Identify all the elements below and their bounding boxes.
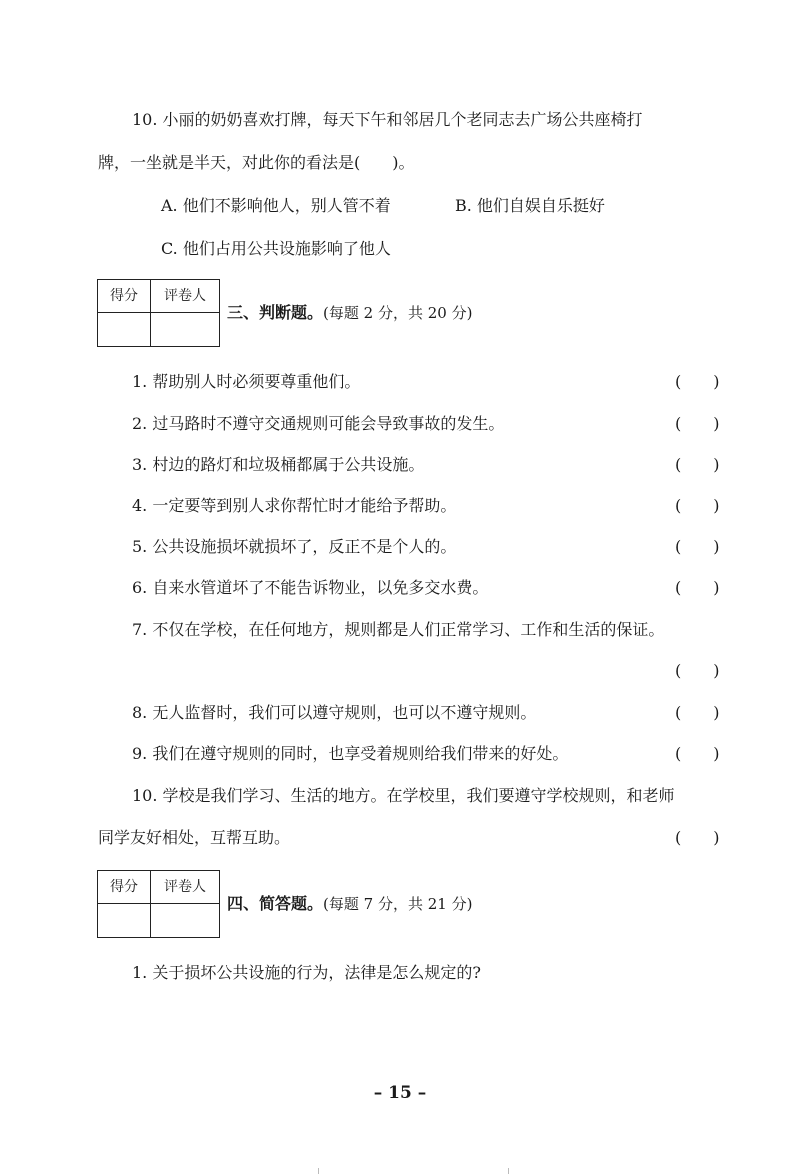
judge-item-10-line2: 同学友好相处，互帮互助。 (98, 828, 291, 847)
grader-label: 评卷人 (151, 280, 220, 313)
judge-item-10-line1: 10. 学校是我们学习、生活的地方。在学校里，我们要遵守学校规则，和老师 (132, 786, 675, 805)
grader-label: 评卷人 (151, 871, 220, 904)
answer-blank-6[interactable]: ( ) (675, 578, 720, 597)
answer-blank-10[interactable]: ( ) (675, 828, 720, 847)
section3-heading: 三、判断题。 (227, 303, 324, 322)
answer-blank-4[interactable]: ( ) (675, 496, 720, 515)
section4-title (227, 894, 472, 914)
judge-item-8: 8. 无人监督时，我们可以遵守规则，也可以不遵守规则。 (132, 703, 537, 722)
grader-cell[interactable] (151, 904, 220, 938)
grader-cell[interactable] (151, 313, 220, 347)
q10-option-a: A. 他们不影响他人，别人管不着 (161, 196, 391, 215)
judge-item-7: 7. 不仅在学校，在任何地方，规则都是人们正常学习、工作和生活的保证。 (132, 620, 665, 639)
section4-note: (每题 7 分，共 21 分) (323, 895, 473, 913)
score-label: 得分 (98, 280, 151, 313)
judge-item-9: 9. 我们在遵守规则的同时，也享受着规则给我们带来的好处。 (132, 744, 569, 763)
section3-note: (每题 2 分，共 20 分) (323, 304, 473, 322)
judge-item-4: 4. 一定要等到别人求你帮忙时才能给予帮助。 (132, 496, 457, 515)
section3-title (227, 303, 472, 323)
score-cell[interactable] (98, 904, 151, 938)
answer-blank-1[interactable]: ( ) (675, 372, 720, 391)
score-table-section4 (97, 870, 220, 938)
answer-blank-5[interactable]: ( ) (675, 537, 720, 556)
answer-blank-8[interactable]: ( ) (675, 703, 720, 722)
crop-mark-left (318, 1168, 319, 1174)
score-cell[interactable] (98, 313, 151, 347)
judge-item-6: 6. 自来水管道坏了不能告诉物业，以免多交水费。 (132, 578, 489, 597)
score-label: 得分 (98, 871, 151, 904)
answer-blank-9[interactable]: ( ) (675, 744, 720, 763)
q10-line1: 10. 小丽的奶奶喜欢打牌，每天下午和邻居几个老同志去广场公共座椅打 (132, 110, 643, 129)
q10-option-c: C. 他们占用公共设施影响了他人 (161, 239, 391, 258)
judge-item-3: 3. 村边的路灯和垃圾桶都属于公共设施。 (132, 455, 425, 474)
score-table-section3 (97, 279, 220, 347)
page-number: – 15 – (373, 1083, 427, 1103)
q10-line2: 牌，一坐就是半天，对此你的看法是( )。 (98, 153, 415, 172)
answer-blank-7[interactable]: ( ) (675, 661, 720, 680)
judge-item-2: 2. 过马路时不遵守交通规则可能会导致事故的发生。 (132, 414, 505, 433)
judge-item-1: 1. 帮助别人时必须要尊重他们。 (132, 372, 361, 391)
answer-blank-3[interactable]: ( ) (675, 455, 720, 474)
judge-item-5: 5. 公共设施损坏就损坏了，反正不是个人的。 (132, 537, 457, 556)
short-answer-q1: 1. 关于损坏公共设施的行为，法律是怎么规定的? (132, 963, 481, 982)
section4-heading: 四、简答题。 (227, 894, 324, 913)
q10-option-b: B. 他们自娱自乐挺好 (455, 196, 605, 215)
crop-mark-right (508, 1168, 509, 1174)
answer-blank-2[interactable]: ( ) (675, 414, 720, 433)
